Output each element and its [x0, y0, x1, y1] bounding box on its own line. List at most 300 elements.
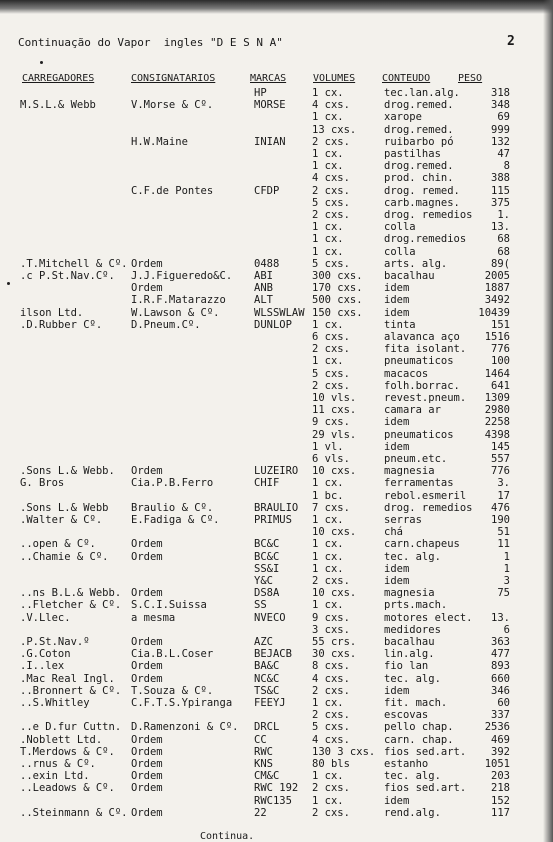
- manifest-row: [0, 660, 553, 672]
- contents-cell: prts.mach.: [384, 599, 448, 612]
- marks-cell: WLSSWLAW: [254, 306, 305, 319]
- manifest-row: [0, 807, 553, 819]
- manifest-row: [0, 87, 553, 99]
- manifest-row: [0, 502, 553, 514]
- contents-cell: magnesia: [384, 465, 435, 478]
- weight-cell: 469: [491, 733, 510, 746]
- marks-cell: CFDP: [254, 184, 280, 197]
- contents-cell: serras: [384, 514, 422, 526]
- shipper-cell: .G.Coton: [20, 648, 71, 661]
- volumes-cell: 130 3 cxs.: [312, 745, 376, 758]
- marks-cell: RWC 192: [254, 782, 299, 795]
- weight-cell: 13.: [491, 611, 510, 624]
- volumes-cell: 9 cxs.: [312, 416, 350, 429]
- contents-cell: pastilhas: [384, 148, 441, 160]
- shipper-cell: .Noblett Ltd.: [20, 733, 103, 746]
- manifest-row: [0, 258, 553, 270]
- shipper-cell: ..exin Ltd.: [20, 770, 90, 783]
- contents-cell: ferramentas: [384, 477, 454, 490]
- weight-cell: 1051: [484, 758, 510, 770]
- contents-cell: arts. alg.: [384, 257, 448, 270]
- marks-cell: Y&C: [254, 575, 273, 587]
- consignee-cell: Ordem: [131, 636, 163, 648]
- volumes-cell: 1 cx.: [312, 770, 344, 783]
- volumes-cell: 1 cx.: [312, 221, 344, 234]
- volumes-cell: 1 cx.: [312, 550, 344, 563]
- weight-cell: 47: [497, 148, 510, 160]
- consignee-cell: Cia.P.B.Ferro: [131, 477, 214, 490]
- contents-cell: idem: [384, 794, 410, 807]
- weight-cell: 190: [491, 514, 510, 526]
- contents-cell: pneumaticos: [384, 355, 454, 368]
- weight-cell: 2005: [484, 270, 510, 282]
- weight-cell: 392: [491, 745, 510, 758]
- consignee-cell: Ordem: [131, 538, 163, 551]
- weight-cell: 117: [491, 806, 510, 819]
- shipper-cell: ..Bronnert & Cº.: [20, 684, 122, 697]
- marks-cell: INIAN: [254, 135, 286, 148]
- weight-cell: 68: [497, 245, 510, 258]
- manifest-row: [0, 429, 553, 441]
- weight-cell: 1: [503, 550, 510, 563]
- volumes-cell: 10 cxs.: [312, 526, 357, 539]
- consignee-cell: H.W.Maine: [131, 135, 188, 148]
- weight-cell: 6: [503, 623, 510, 636]
- weight-cell: 641: [491, 379, 510, 392]
- manifest-row: [0, 331, 553, 343]
- weight-cell: 557: [491, 453, 510, 465]
- manifest-row: [0, 795, 553, 807]
- volumes-cell: 2 cxs.: [312, 709, 350, 722]
- weight-cell: 203: [491, 770, 510, 783]
- weight-cell: 660: [491, 672, 510, 685]
- volumes-cell: 4 cxs.: [312, 672, 350, 685]
- manifest-row: [0, 551, 553, 563]
- manifest-row: [0, 282, 553, 294]
- volumes-cell: 5 cxs.: [312, 196, 350, 209]
- contents-cell: bacalhau: [384, 636, 435, 648]
- consignee-cell: Ordem: [131, 257, 163, 270]
- weight-cell: 145: [491, 440, 510, 453]
- volumes-cell: 4 cxs.: [312, 733, 350, 746]
- volumes-cell: 1 cx.: [312, 148, 344, 160]
- volumes-cell: 2 cxs.: [312, 184, 350, 197]
- volumes-cell: 1 cx.: [312, 87, 344, 99]
- consignee-cell: Ordem: [131, 758, 163, 770]
- manifest-row: [0, 136, 553, 148]
- contents-cell: fita isolant.: [384, 343, 467, 356]
- shipper-cell: ..Leadows & Cº.: [20, 782, 115, 795]
- contents-cell: drog. remed.: [384, 184, 460, 197]
- volumes-cell: 1 cx.: [312, 233, 344, 246]
- consignee-cell: S.C.I.Suissa: [131, 599, 207, 612]
- consignee-cell: Ordem: [131, 660, 163, 673]
- manifest-row: [0, 172, 553, 184]
- contents-cell: pello chap.: [384, 721, 454, 734]
- continuation-note: Continua.: [200, 831, 255, 842]
- header-shipper: CARREGADORES: [22, 73, 95, 84]
- contents-cell: tinta: [384, 318, 416, 331]
- volumes-cell: 6 vls.: [312, 453, 350, 465]
- shipper-cell: .Walter & Cº.: [20, 514, 103, 526]
- weight-cell: 893: [491, 660, 510, 673]
- manifest-row: [0, 355, 553, 367]
- consignee-cell: Ordem: [131, 550, 163, 563]
- contents-cell: tec. alg.: [384, 672, 441, 685]
- volumes-cell: 4 cxs.: [312, 172, 350, 185]
- volumes-cell: 80 bls: [312, 758, 350, 770]
- contents-cell: tec. alg.: [384, 770, 441, 783]
- weight-cell: 100: [491, 355, 510, 368]
- manifest-row: [0, 246, 553, 258]
- weight-cell: 2980: [484, 404, 510, 417]
- header-marks: MARCAS: [250, 73, 287, 84]
- volumes-cell: 1 cx.: [312, 355, 344, 368]
- contents-cell: folh.borrac.: [384, 379, 460, 392]
- consignee-cell: Ordem: [131, 282, 163, 295]
- volumes-cell: 10 cxs.: [312, 587, 357, 600]
- marks-cell: BRAULIO: [254, 501, 299, 514]
- manifest-row: [0, 709, 553, 721]
- volumes-cell: 2 cxs.: [312, 379, 350, 392]
- contents-cell: fios sed.art.: [384, 782, 467, 795]
- contents-cell: pneum.etc.: [384, 453, 448, 465]
- ink-mark: [40, 61, 43, 64]
- shipper-cell: .c P.St.Nav.Cº.: [20, 270, 115, 282]
- volumes-cell: 1 cx.: [312, 514, 344, 526]
- volumes-cell: 4 cxs.: [312, 99, 350, 112]
- shipper-cell: .Mac Real Ingl.: [20, 672, 115, 685]
- marks-cell: CC: [254, 733, 267, 746]
- weight-cell: 1: [503, 562, 510, 575]
- shipper-cell: M.S.L.& Webb: [20, 99, 96, 112]
- marks-cell: 0488: [254, 257, 280, 270]
- weight-cell: 348: [491, 99, 510, 112]
- contents-cell: carn.chapeus: [384, 538, 460, 551]
- manifest-row: [0, 221, 553, 233]
- weight-cell: 152: [491, 794, 510, 807]
- marks-cell: LUZEIRO: [254, 465, 299, 478]
- contents-cell: drog.remed.: [384, 123, 454, 136]
- manifest-row: [0, 673, 553, 685]
- shipper-cell: .V.Llec.: [20, 611, 71, 624]
- volumes-cell: 1 cx.: [312, 160, 344, 173]
- volumes-cell: 150 cxs.: [312, 306, 363, 319]
- marks-cell: PRIMUS: [254, 514, 292, 526]
- volumes-cell: 1 bc.: [312, 489, 344, 502]
- weight-cell: 363: [491, 636, 510, 648]
- weight-cell: 476: [491, 501, 510, 514]
- contents-cell: idem: [384, 282, 410, 295]
- weight-cell: 375: [491, 196, 510, 209]
- shipper-cell: .Sons L.& Webb.: [20, 465, 115, 478]
- header-consignee: CONSIGNATARIOS: [131, 73, 216, 84]
- manifest-row: [0, 368, 553, 380]
- contents-cell: camara ar: [384, 404, 441, 417]
- marks-cell: MORSE: [254, 99, 286, 112]
- volumes-cell: 1 cx.: [312, 245, 344, 258]
- manifest-row: [0, 624, 553, 636]
- manifest-row: [0, 587, 553, 599]
- contents-cell: fit. mach.: [384, 697, 448, 709]
- volumes-cell: 170 cxs.: [312, 282, 363, 295]
- weight-cell: 477: [491, 648, 510, 661]
- marks-cell: DUNLOP: [254, 318, 292, 331]
- manifest-row: [0, 453, 553, 465]
- contents-cell: ruibarbo pó: [384, 135, 454, 148]
- weight-cell: 4398: [484, 428, 510, 441]
- contents-cell: chá: [384, 526, 403, 539]
- manifest-row: [0, 111, 553, 123]
- volumes-cell: 29 vls.: [312, 428, 357, 441]
- weight-cell: 999: [491, 123, 510, 136]
- consignee-cell: Cia.B.L.Coser: [131, 648, 214, 661]
- volumes-cell: 1 vl.: [312, 440, 344, 453]
- manifest-row: [0, 124, 553, 136]
- contents-cell: idem: [384, 306, 410, 319]
- consignee-cell: Ordem: [131, 733, 163, 746]
- contents-cell: escovas: [384, 709, 429, 722]
- volumes-cell: 500 cxs.: [312, 294, 363, 307]
- consignee-cell: C.F.de Pontes: [131, 184, 214, 197]
- contents-cell: drog. remedios: [384, 209, 473, 221]
- page-number: 2: [507, 34, 515, 49]
- weight-cell: 1309: [484, 392, 510, 404]
- volumes-cell: 10 vls.: [312, 392, 357, 404]
- manifest-row: [0, 538, 553, 550]
- manifest-row: [0, 782, 553, 794]
- marks-cell: BC&C: [254, 550, 280, 563]
- contents-cell: colla: [384, 221, 416, 234]
- document-title: Continuação do Vapor ingles "D E S N A": [18, 36, 283, 49]
- consignee-cell: D.Pneum.Cº.: [131, 318, 201, 331]
- weight-cell: 346: [491, 684, 510, 697]
- marks-cell: FEEYJ: [254, 697, 286, 709]
- shipper-cell: ..rnus & Cº.: [20, 758, 96, 770]
- weight-cell: 89(: [491, 257, 510, 270]
- manifest-row: [0, 197, 553, 209]
- volumes-cell: 10 cxs.: [312, 465, 357, 478]
- consignee-cell: E.Fadiga & Cº.: [131, 514, 220, 526]
- shipper-cell: ilson Ltd.: [20, 306, 84, 319]
- shipper-cell: .I..lex: [20, 660, 65, 673]
- manifest-row: [0, 307, 553, 319]
- volumes-cell: 5 cxs.: [312, 257, 350, 270]
- shipper-cell: T.Merdows & Cº.: [20, 745, 115, 758]
- marks-cell: DS8A: [254, 587, 280, 600]
- consignee-cell: Ordem: [131, 782, 163, 795]
- marks-cell: SS&I: [254, 562, 280, 575]
- shipper-cell: ..ns B.L.& Webb.: [20, 587, 122, 600]
- volumes-cell: 2 cxs.: [312, 782, 350, 795]
- manifest-row: [0, 380, 553, 392]
- marks-cell: HP: [254, 87, 267, 99]
- marks-cell: TS&C: [254, 684, 280, 697]
- manifest-row: [0, 294, 553, 306]
- contents-cell: idem: [384, 440, 410, 453]
- marks-cell: ABI: [254, 270, 273, 282]
- weight-cell: 11: [497, 538, 510, 551]
- contents-cell: fios sed.art.: [384, 745, 467, 758]
- shipper-cell: .T.Mitchell & Cº.: [20, 257, 128, 270]
- volumes-cell: 1 cx.: [312, 562, 344, 575]
- volumes-cell: 2 cxs.: [312, 684, 350, 697]
- contents-cell: rebol.esmeril: [384, 489, 467, 502]
- volumes-cell: 7 cxs.: [312, 501, 350, 514]
- consignee-cell: C.F.T.S.Ypiranga: [131, 697, 233, 709]
- consignee-cell: Ordem: [131, 465, 163, 478]
- consignee-cell: I.R.F.Matarazzo: [131, 294, 226, 307]
- consignee-cell: Ordem: [131, 806, 163, 819]
- consignee-cell: a mesma: [131, 611, 176, 624]
- contents-cell: idem: [384, 294, 410, 307]
- contents-cell: idem: [384, 416, 410, 429]
- volumes-cell: 300 cxs.: [312, 270, 363, 282]
- contents-cell: tec.lan.alg.: [384, 87, 460, 99]
- volumes-cell: 6 cxs.: [312, 331, 350, 343]
- contents-cell: prod. chin.: [384, 172, 454, 185]
- manifest-row: [0, 636, 553, 648]
- marks-cell: SS: [254, 599, 267, 612]
- manifest-row: [0, 746, 553, 758]
- volumes-cell: 1 cx.: [312, 538, 344, 551]
- marks-cell: CHIF: [254, 477, 280, 490]
- weight-cell: 3: [503, 575, 510, 587]
- manifest-row: [0, 575, 553, 587]
- volumes-cell: 2 cxs.: [312, 806, 350, 819]
- manifest-row: [0, 648, 553, 660]
- manifest-row: [0, 514, 553, 526]
- shipper-cell: ..S.Whitley: [20, 697, 90, 709]
- consignee-cell: V.Morse & Cº.: [131, 99, 214, 112]
- weight-cell: 151: [491, 318, 510, 331]
- header-weight: PESO: [458, 73, 483, 84]
- volumes-cell: 30 cxs.: [312, 648, 357, 661]
- shipper-cell: ..open & Cº.: [20, 538, 96, 551]
- manifest-row: [0, 209, 553, 221]
- weight-cell: 337: [491, 709, 510, 722]
- consignee-cell: Braulio & Cº.: [131, 501, 214, 514]
- contents-cell: xarope: [384, 111, 422, 124]
- contents-cell: fio lan: [384, 660, 429, 673]
- contents-cell: bacalhau: [384, 270, 435, 282]
- volumes-cell: 1 cx.: [312, 477, 344, 490]
- consignee-cell: J.J.Figueredo&C.: [131, 270, 233, 282]
- volumes-cell: 5 cxs.: [312, 721, 350, 734]
- weight-cell: 69: [497, 111, 510, 124]
- contents-cell: magnesia: [384, 587, 435, 600]
- weight-cell: 10439: [478, 306, 510, 319]
- consignee-cell: W.Lawson & Cº.: [131, 306, 220, 319]
- shipper-cell: .Sons L.& Webb: [20, 501, 109, 514]
- contents-cell: drog.remedios: [384, 233, 467, 246]
- weight-cell: 75: [497, 587, 510, 600]
- manifest-row: [0, 721, 553, 733]
- volumes-cell: 55 crs.: [312, 636, 357, 648]
- weight-cell: 17: [497, 489, 510, 502]
- marks-cell: DRCL: [254, 721, 280, 734]
- weight-cell: 13.: [491, 221, 510, 234]
- manifest-row: [0, 612, 553, 624]
- manifest-row: [0, 404, 553, 416]
- weight-cell: 115: [491, 184, 510, 197]
- manifest-row: [0, 185, 553, 197]
- volumes-cell: 9 cxs.: [312, 611, 350, 624]
- weight-cell: 132: [491, 135, 510, 148]
- contents-cell: tec. alg.: [384, 550, 441, 563]
- manifest-row: [0, 685, 553, 697]
- volumes-cell: 5 cxs.: [312, 367, 350, 380]
- manifest-row: [0, 416, 553, 428]
- weight-cell: 218: [491, 782, 510, 795]
- consignee-cell: Ordem: [131, 672, 163, 685]
- marks-cell: RWC: [254, 745, 273, 758]
- weight-cell: 776: [491, 343, 510, 356]
- manifest-row: [0, 477, 553, 489]
- marks-cell: ALT: [254, 294, 273, 307]
- contents-cell: motores elect.: [384, 611, 473, 624]
- volumes-cell: 2 cxs.: [312, 209, 350, 221]
- shipper-cell: ..Steinmann & Cº.: [20, 806, 128, 819]
- manifest-row: [0, 697, 553, 709]
- volumes-cell: 11 cxs.: [312, 404, 357, 417]
- volumes-cell: 1 cx.: [312, 111, 344, 124]
- weight-cell: 3.: [497, 477, 510, 490]
- weight-cell: 1.: [497, 209, 510, 221]
- consignee-cell: D.Ramenzoni & Cº.: [131, 721, 239, 734]
- volumes-cell: 13 cxs.: [312, 123, 357, 136]
- manifest-row: [0, 490, 553, 502]
- contents-cell: alavanca aço: [384, 331, 460, 343]
- marks-cell: KNS: [254, 758, 273, 770]
- contents-cell: rend.alg.: [384, 806, 441, 819]
- manifest-row: [0, 526, 553, 538]
- manifest-row: [0, 319, 553, 331]
- manifest-row: [0, 563, 553, 575]
- consignee-cell: Ordem: [131, 745, 163, 758]
- manifest-row: [0, 233, 553, 245]
- contents-cell: idem: [384, 575, 410, 587]
- volumes-cell: 1 cx.: [312, 794, 344, 807]
- volumes-cell: 8 cxs.: [312, 660, 350, 673]
- manifest-row: [0, 758, 553, 770]
- weight-cell: 51: [497, 526, 510, 539]
- marks-cell: CM&C: [254, 770, 280, 783]
- marks-cell: 22: [254, 806, 267, 819]
- contents-cell: carn. chap.: [384, 733, 454, 746]
- consignee-cell: Ordem: [131, 770, 163, 783]
- marks-cell: AZC: [254, 636, 273, 648]
- weight-cell: 60: [497, 697, 510, 709]
- marks-cell: RWC135: [254, 794, 292, 807]
- weight-cell: 1516: [484, 331, 510, 343]
- shipper-cell: G. Bros: [20, 477, 65, 490]
- manifest-row: [0, 770, 553, 782]
- volumes-cell: 2 cxs.: [312, 135, 350, 148]
- weight-cell: 388: [491, 172, 510, 185]
- contents-cell: carb.magnes.: [384, 196, 460, 209]
- volumes-cell: 1 cx.: [312, 697, 344, 709]
- consignee-cell: Ordem: [131, 587, 163, 600]
- manifest-row: [0, 465, 553, 477]
- shipper-cell: .P.St.Nav.º: [20, 636, 90, 648]
- volumes-cell: 1 cx.: [312, 599, 344, 612]
- marks-cell: BC&C: [254, 538, 280, 551]
- scan-edge-top: [0, 0, 553, 14]
- weight-cell: 1887: [484, 282, 510, 295]
- weight-cell: 8: [503, 160, 510, 173]
- weight-cell: 2536: [484, 721, 510, 734]
